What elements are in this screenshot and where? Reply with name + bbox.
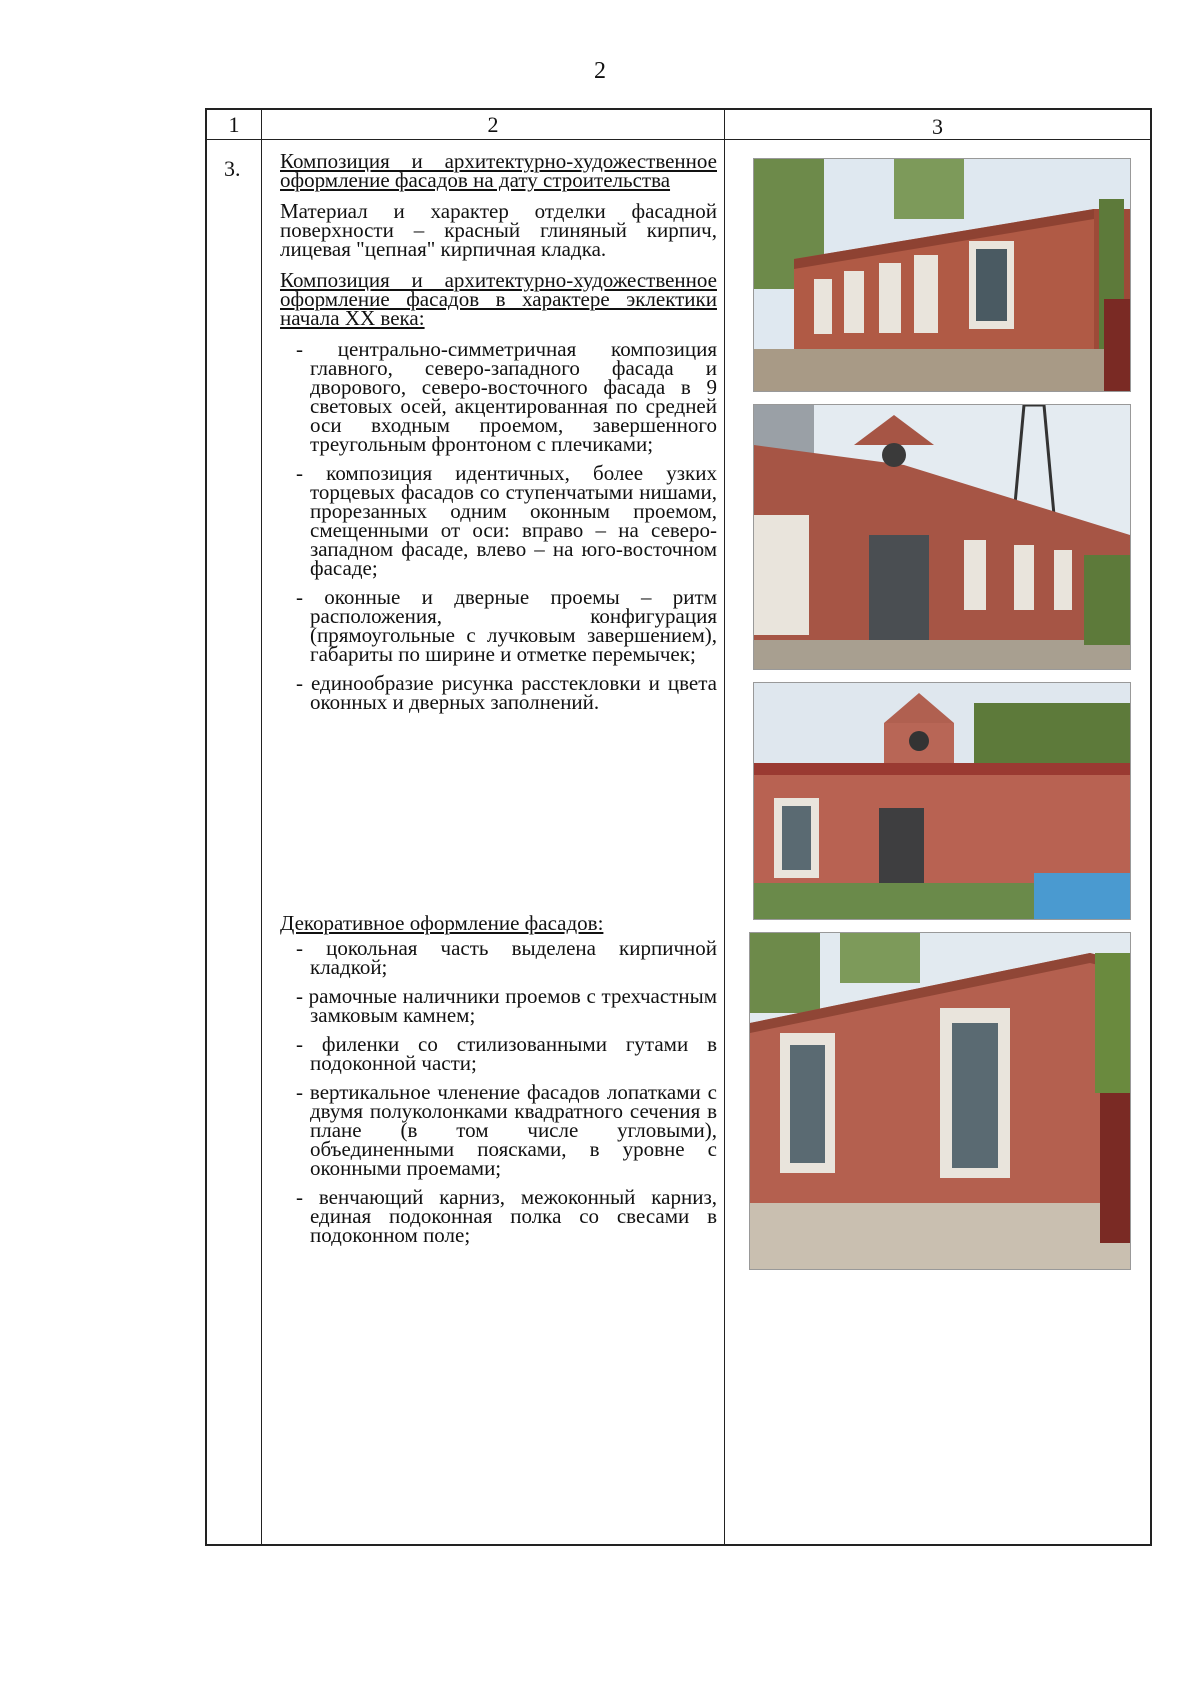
header-col-2: 2 xyxy=(487,112,499,137)
list-item: - рамочные наличники проемов с трехчастным замковым камнем; xyxy=(296,984,717,1027)
list-item: - цокольная часть выделена кирпичной кладкой; xyxy=(296,936,717,979)
decor-column xyxy=(280,911,717,1255)
description-column xyxy=(280,149,717,722)
page-number: 2 xyxy=(594,58,606,84)
list-item: - филенки со стилизованными гутами в подоконной части; xyxy=(296,1032,717,1075)
table-bottom-border xyxy=(205,1544,1152,1546)
heading-eclectic-composition: Композиция и архитектурно-художественное оформление фасадов в характере эклектики начала XX века: xyxy=(280,268,717,330)
header-col-1: 1 xyxy=(228,112,240,137)
photo-end-facade xyxy=(753,682,1131,920)
photo-corner-facade xyxy=(749,932,1131,1270)
material-paragraph: Материал и характер отделки фасадной поверхности – красный глиняный кирпич, лицевая "цепная" кирпичная кладка. xyxy=(280,199,717,261)
heading-decor: Декоративное оформление фасадов: xyxy=(280,911,604,935)
decor-list xyxy=(280,936,717,1247)
composition-list xyxy=(280,337,717,714)
list-item: - центрально-симметричная композиция главного, северо-западного фасада и дворового, северо-восточного фасада в 9 световых осей, акцентированная по средней оси входным проемом, завершенного треугольным фронтоном с плечиками; xyxy=(296,337,717,456)
header-col-3: 3 xyxy=(932,114,943,139)
table-col2-divider xyxy=(724,108,725,1546)
table-left-border xyxy=(205,108,207,1546)
photo-main-facade xyxy=(753,158,1131,392)
list-item: - вертикальное членение фасадов лопатками с двумя полуколонками квадратного сечения в плане (в том числе угловыми), объединенными поясками, в уровне с оконными проемами; xyxy=(296,1080,717,1180)
list-item: - венчающий карниз, межоконный карниз, единая подоконная полка со свесами в подоконном поле; xyxy=(296,1185,717,1247)
list-item: - единообразие рисунка расстекловки и цвета оконных и дверных заполнений. xyxy=(296,671,717,714)
list-item: - композиция идентичных, более узких торцевых фасадов со ступенчатыми нишами, прорезанных одним оконным проемом, смещенными от оси: вправо – на северо-западном фасаде, влево – на юго-восточном фасаде; xyxy=(296,461,717,580)
heading-construction-date: Композиция и архитектурно-художественное оформление фасадов на дату строительства xyxy=(280,149,717,192)
table-top-border xyxy=(205,108,1152,110)
table-right-border xyxy=(1150,108,1152,1546)
photo-courtyard-facade xyxy=(753,404,1131,670)
table-col1-divider xyxy=(261,108,262,1546)
list-item: - оконные и дверные проемы – ритм расположения, конфигурация (прямоугольные с лучковым завершением), габариты по ширине и отметке перемычек; xyxy=(296,585,717,666)
row-number: 3. xyxy=(224,156,241,181)
